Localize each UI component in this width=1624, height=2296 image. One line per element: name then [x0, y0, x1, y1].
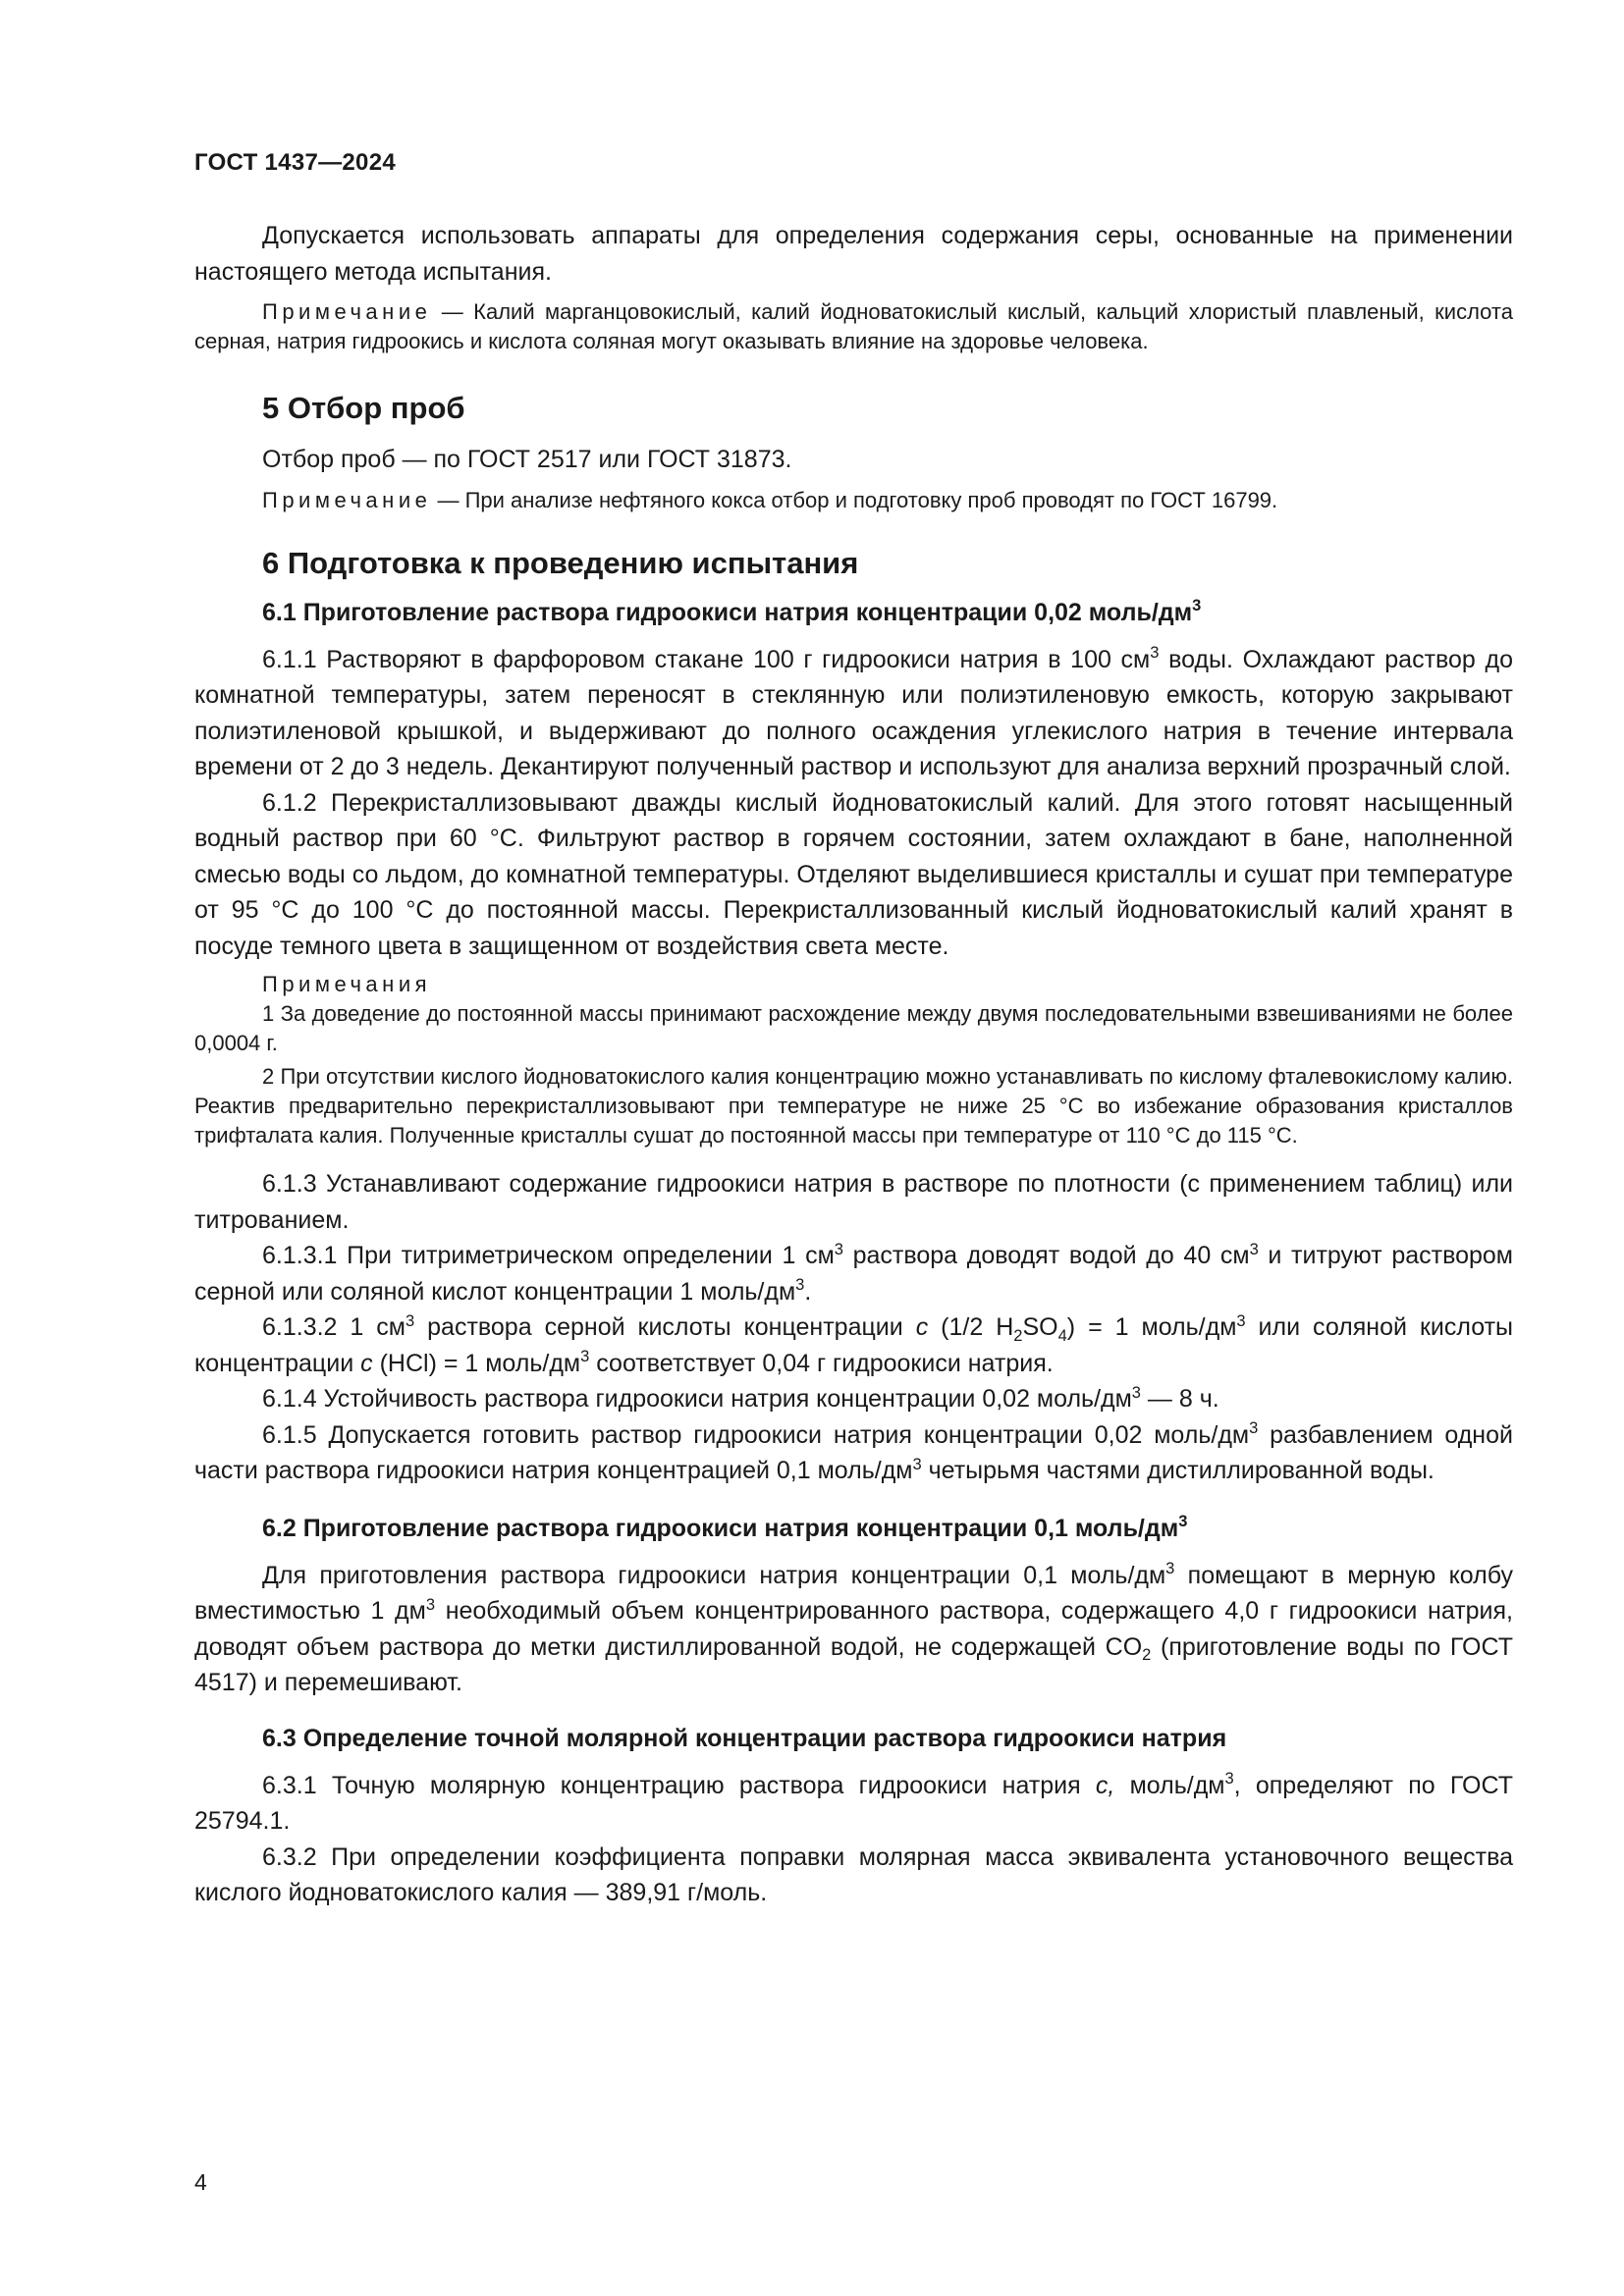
page-body — [194, 218, 1513, 1911]
section-6-heading: 6 Подготовка к проведению испытания — [262, 545, 859, 580]
standard-header: ГОСТ 1437—2024 — [194, 149, 397, 176]
note-label: Примечание — [262, 299, 432, 324]
paragraph-6-3-2: 6.3.2 При определении коэффициента поправки молярная масса эквивалента установочного вещества кислого йодноватокислого калия — 389,91 г/моль. — [194, 1842, 1513, 1906]
note-1: 1 За доведение до постоянной массы принимают расхождение между двумя последовательными взвешиваниями не более 0,0004 г. — [194, 1001, 1513, 1055]
intro-note — [194, 297, 1513, 356]
subsection-6-3-heading: 6.3 Определение точной молярной концентрации раствора гидроокиси натрия — [262, 1724, 1227, 1752]
section-5-heading: 5 Отбор проб — [262, 391, 465, 425]
subsection-6-2-heading: 6.2 Приготовление раствора гидроокиси натрия концентрации 0,1 моль/$дм^3$ — [262, 1513, 1188, 1542]
subsection-6-1-heading: 6.1 Приготовление раствора гидроокиси натрия концентрации 0,02 моль/$дм^3$ — [262, 597, 1202, 626]
paragraph-6-1-3-2: 6.1.3.2 1 $см^3$ раствора серной кислоты концентрации c (1/2 $H_2SO_4) = 1$ моль/$дм^3$ или соляной кислоты концентрации c (HCl) = 1 моль/$дм^3$ соответствует 0,04 г гидроокиси натрия. — [194, 1311, 1513, 1377]
paragraph-6-1-5: 6.1.5 Допускается готовить раствор гидроокиси натрия концентрации 0,02 моль/$дм^3$ разбавлением одной части раствора гидроокиси натрия концентрацией 0,1 моль/$дм^3$ четырьмя частями дистиллированной воды. — [194, 1419, 1513, 1484]
paragraph-6-2: Для приготовления раствора гидроокиси натрия концентрации 0,1 моль/$дм^3$ помещают в мерную колбу вместимостью 1 $дм^3$ необходимый объем концентрированного раствора, содержащего 4,0 г гидроокиси натрия, доводят объем раствора до метки дистиллированной водой, не содержащей $CO_2$ (приготовление воды по ГОСТ 4517) и перемешивают. — [194, 1560, 1514, 1696]
section-5-paragraph: Отбор проб — по ГОСТ 2517 или ГОСТ 31873. — [262, 446, 792, 473]
note-text: — При анализе нефтяного кокса отбор и подготовку проб проводят по ГОСТ 16799. — [437, 487, 1278, 512]
intro-paragraph: Допускается использовать аппараты для определения содержания серы, основанные на применении настоящего метода испытания. — [194, 222, 1513, 286]
notes-title: Примечания — [262, 972, 432, 996]
note-2: 2 При отсутствии кислого йодноватокислого калия концентрацию можно устанавливать по кислому фталевокислому калию. Реактив предварительно перекристаллизовывают при температуре не ниже 25 °С во избежание образования кристаллов трифталата калия. Полученные кристаллы сушат до постоянной массы при температуре от 110 °С до 115 °С. — [194, 1064, 1513, 1148]
paragraph-6-1-3: 6.1.3 Устанавливают содержание гидроокиси натрия в растворе по плотности (с применением таблиц) или титрованием. — [194, 1170, 1513, 1234]
paragraph-6-3-1: 6.3.1 Точную молярную концентрацию раствора гидроокиси натрия c, моль/$дм^3$, определяют по ГОСТ 25794.1. — [194, 1770, 1514, 1835]
paragraph-6-1-2: 6.1.2 Перекристаллизовывают дважды кислый йодноватокислый калий. Для этого готовят насыщенный водный раствор при 60 °С. Фильтруют раствор в горячем состоянии, затем охлаждают в бане, наполненной смесью воды со льдом, до комнатной температуры. Отделяют выделившиеся кристаллы и сушат при температуре от 95 °С до 100 °С до постоянной массы. Перекристаллизованный кислый йодноватокислый калий хранят в посуде темного цвета в защищенном от воздействия света месте. — [194, 788, 1513, 960]
section-5-note — [194, 486, 1513, 515]
page-number: 4 — [194, 2169, 207, 2195]
note-label: Примечание — [262, 487, 432, 512]
paragraph-6-1-1: 6.1.1 Растворяют в фарфоровом стакане 100 г гидроокиси натрия в 100 $см^3$ воды. Охлаждают раствор до комнатной температуры, затем переносят в стеклянную или полиэтиленовую емкость, которую закрывают полиэтиленовой крышкой, и выдерживают до полного осаждения углекислого натрия в течение интервала времени от 2 до 3 недель. Декантируют полученный раствор и используют для анализа верхний прозрачный слой. — [194, 644, 1513, 780]
paragraph-6-1-4: 6.1.4 Устойчивость раствора гидроокиси натрия концентрации 0,02 моль/$дм^3$ — 8 ч. — [262, 1383, 1219, 1413]
paragraph-6-1-3-1: 6.1.3.1 При титриметрическом определении 1 $см^3$ раствора доводят водой до 40 $см^3$ и титруют раствором серной или соляной кислот концентрации 1 моль/$дм^3$. — [194, 1240, 1513, 1306]
note-text: — Калий марганцовокислый, калий йодноватокислый кислый, кальций хлористый плавленый, кислота серная, натрия гидроокись и кислота соляная могут оказывать влияние на здоровье человека. — [194, 299, 1513, 353]
